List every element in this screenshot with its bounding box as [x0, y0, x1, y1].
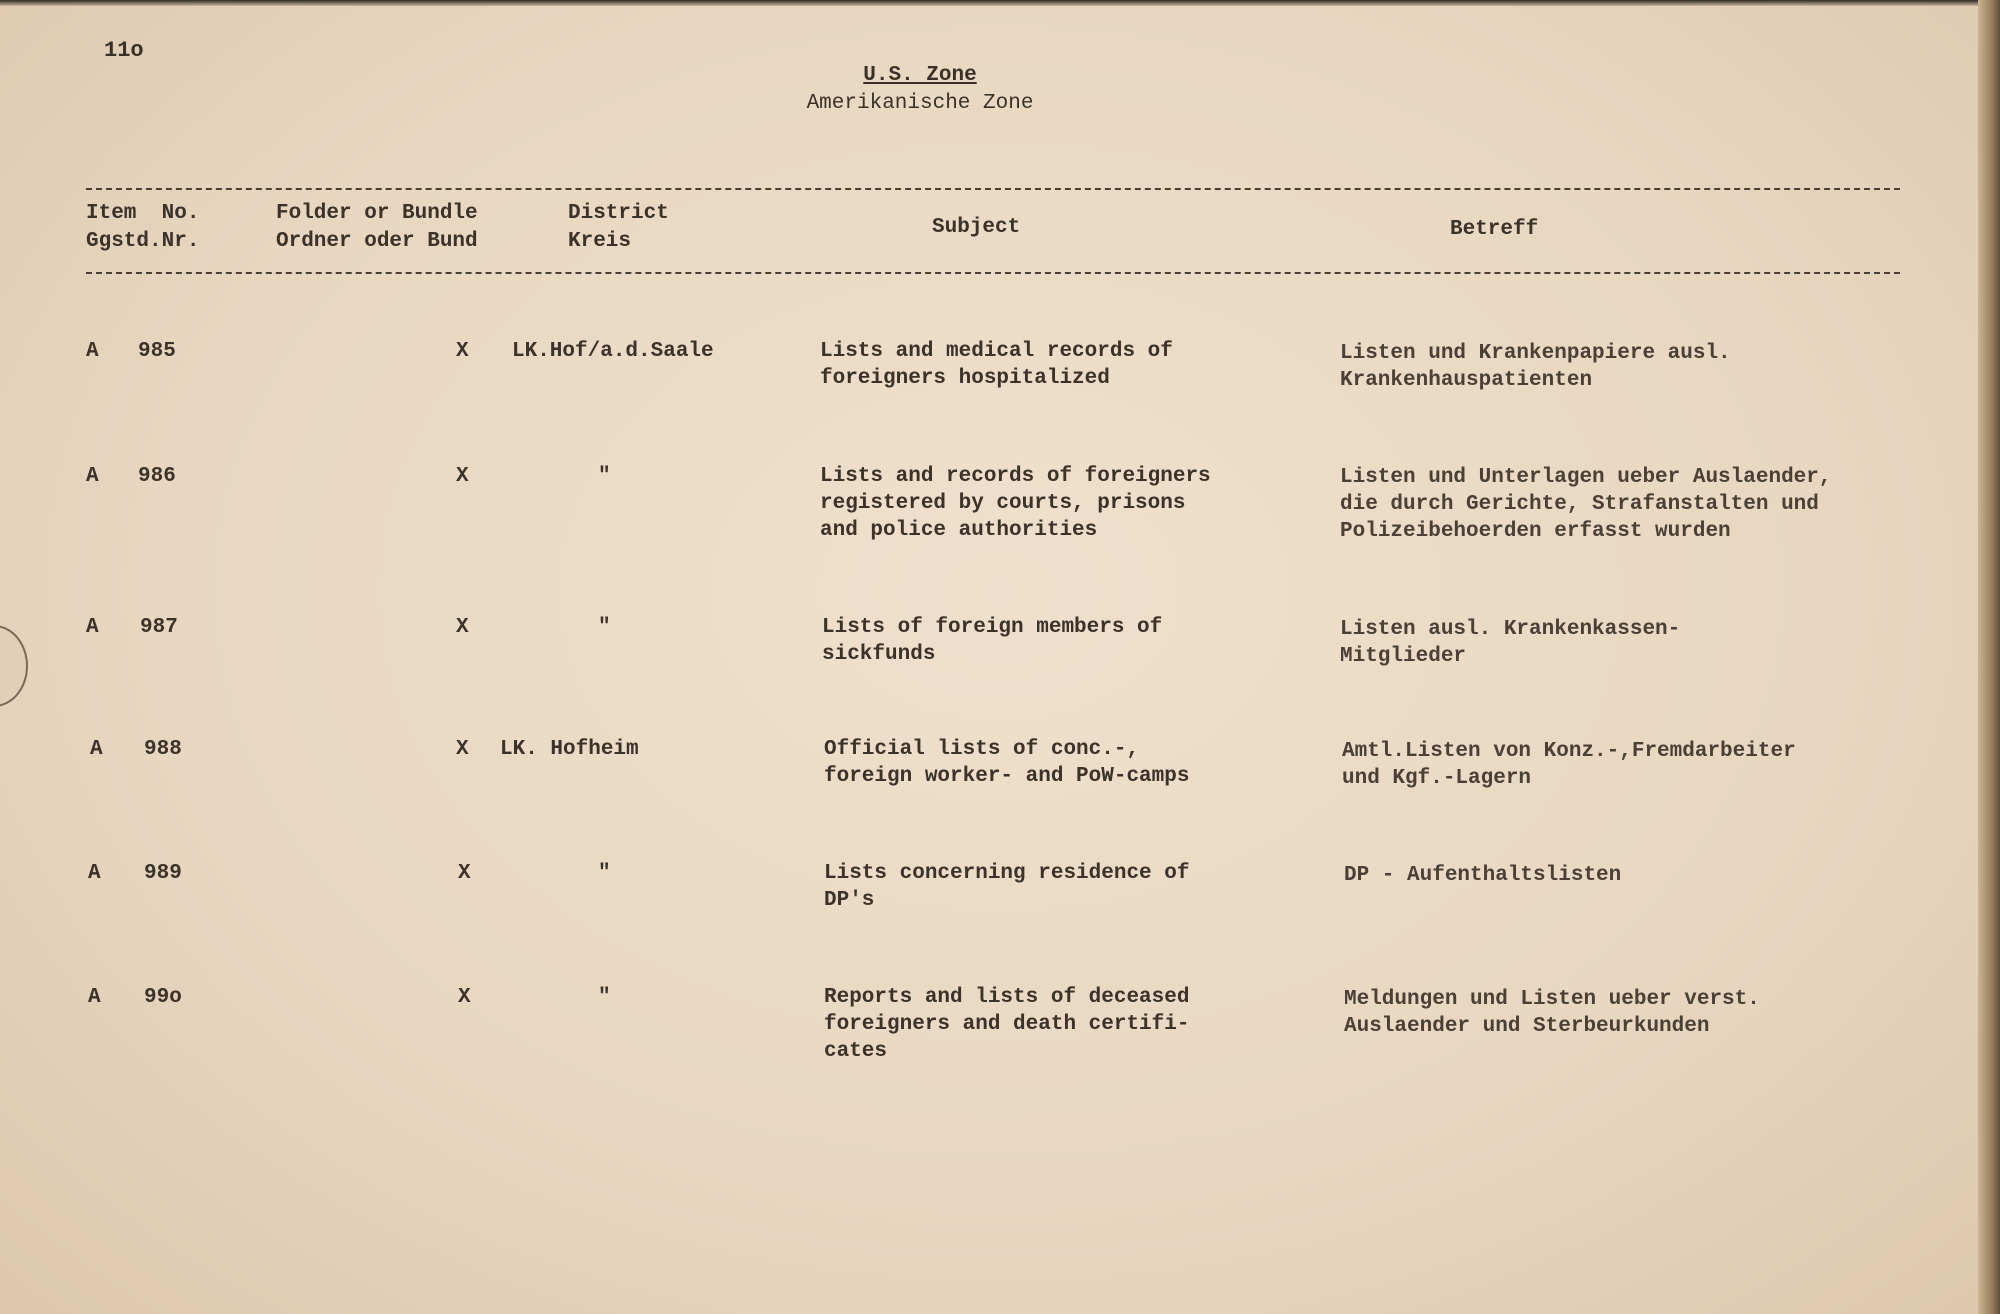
betreff-line: Meldungen und Listen ueber verst. — [1344, 988, 1760, 1011]
subject-line: registered by courts, prisons — [820, 492, 1186, 515]
subject-line: Official lists of conc.-, — [824, 738, 1140, 761]
header-folder-de: Ordner oder Bund — [276, 230, 478, 253]
betreff-line: die durch Gerichte, Strafanstalten und — [1340, 493, 1819, 516]
item-number: 985 — [138, 340, 176, 363]
item-number: 987 — [140, 616, 178, 639]
header-district — [568, 200, 669, 256]
item-letter: A — [90, 738, 103, 761]
subject-line: foreigners hospitalized — [820, 367, 1110, 390]
header-item-number-en: Item No. — [86, 202, 200, 225]
subject-text — [824, 984, 1189, 1065]
district: LK. Hofheim — [500, 738, 639, 761]
subject-line: Lists of foreign members of — [822, 616, 1163, 639]
subject-line: foreigners and death certifi- — [824, 1013, 1190, 1036]
betreff-text — [1340, 464, 1831, 545]
header-rule-bottom — [86, 272, 1900, 274]
header-district-en: District — [568, 202, 669, 225]
page-number: 11o — [104, 38, 144, 63]
subject-line: cates — [824, 1040, 888, 1063]
subject-text — [824, 736, 1189, 790]
subject-line: Lists concerning residence of — [824, 862, 1190, 885]
betreff-text — [1344, 862, 1621, 889]
betreff-line: Listen und Krankenpapiere ausl. — [1340, 342, 1731, 365]
item-letter: A — [86, 616, 99, 639]
betreff-line: Auslaender und Sterbeurkunden — [1344, 1015, 1710, 1038]
item-number: 989 — [144, 862, 182, 885]
betreff-line: Listen ausl. Krankenkassen- — [1340, 618, 1681, 641]
subject-line: Reports and lists of deceased — [824, 986, 1190, 1009]
page-title: U.S. Zone — [863, 64, 977, 87]
subject-line: Lists and records of foreigners — [820, 465, 1211, 488]
folder-mark: X — [458, 986, 471, 1009]
betreff-text — [1344, 986, 1760, 1040]
subject-line: sickfunds — [822, 643, 936, 666]
subject-text — [824, 860, 1189, 914]
header-betreff: Betreff — [1450, 218, 1539, 241]
betreff-text — [1340, 616, 1680, 670]
betreff-line: Amtl.Listen von Konz.-,Fremdarbeiter — [1342, 740, 1796, 763]
folder-mark: X — [456, 465, 469, 488]
folder-mark: X — [458, 862, 471, 885]
item-number: 99o — [144, 986, 182, 1009]
header-folder — [276, 200, 478, 256]
betreff-line: Polizeibehoerden erfasst wurden — [1340, 520, 1731, 543]
header-district-de: Kreis — [568, 230, 632, 253]
page-subtitle: Amerikanische Zone — [806, 92, 1034, 115]
header-item-number — [86, 200, 199, 256]
betreff-text — [1340, 340, 1731, 394]
district: " — [598, 465, 611, 488]
district: " — [598, 862, 611, 885]
item-letter: A — [86, 465, 99, 488]
header-folder-en: Folder or Bundle — [276, 202, 478, 225]
betreff-text — [1342, 738, 1796, 792]
folder-mark: X — [456, 616, 469, 639]
subject-line: foreign worker- and PoW-camps — [824, 765, 1190, 788]
subject-line: Lists and medical records of — [820, 340, 1173, 363]
betreff-line: DP - Aufenthaltslisten — [1344, 864, 1622, 887]
betreff-line: und Kgf.-Lagern — [1342, 767, 1532, 790]
header-item-number-de: Ggstd.Nr. — [86, 230, 200, 253]
page-right-edge — [1978, 0, 2000, 1314]
item-letter: A — [88, 986, 101, 1009]
subject-text — [822, 614, 1162, 668]
district: " — [598, 986, 611, 1009]
item-letter: A — [86, 340, 99, 363]
district: " — [598, 616, 611, 639]
subject-text — [820, 463, 1211, 544]
binding-tab — [0, 625, 28, 707]
header-subject: Subject — [932, 216, 1021, 239]
betreff-line: Krankenhauspatienten — [1340, 369, 1593, 392]
header-rule-top — [86, 188, 1900, 190]
subject-text — [820, 338, 1173, 392]
folder-mark: X — [456, 340, 469, 363]
item-number: 986 — [138, 465, 176, 488]
betreff-line: Mitglieder — [1340, 645, 1467, 668]
item-number: 988 — [144, 738, 182, 761]
subject-line: and police authorities — [820, 519, 1098, 542]
district: LK.Hof/a.d.Saale — [512, 340, 714, 363]
item-letter: A — [88, 862, 101, 885]
page-top-edge — [0, 0, 2000, 6]
subject-line: DP's — [824, 889, 875, 912]
betreff-line: Listen und Unterlagen ueber Auslaender, — [1340, 466, 1832, 489]
folder-mark: X — [456, 738, 469, 761]
